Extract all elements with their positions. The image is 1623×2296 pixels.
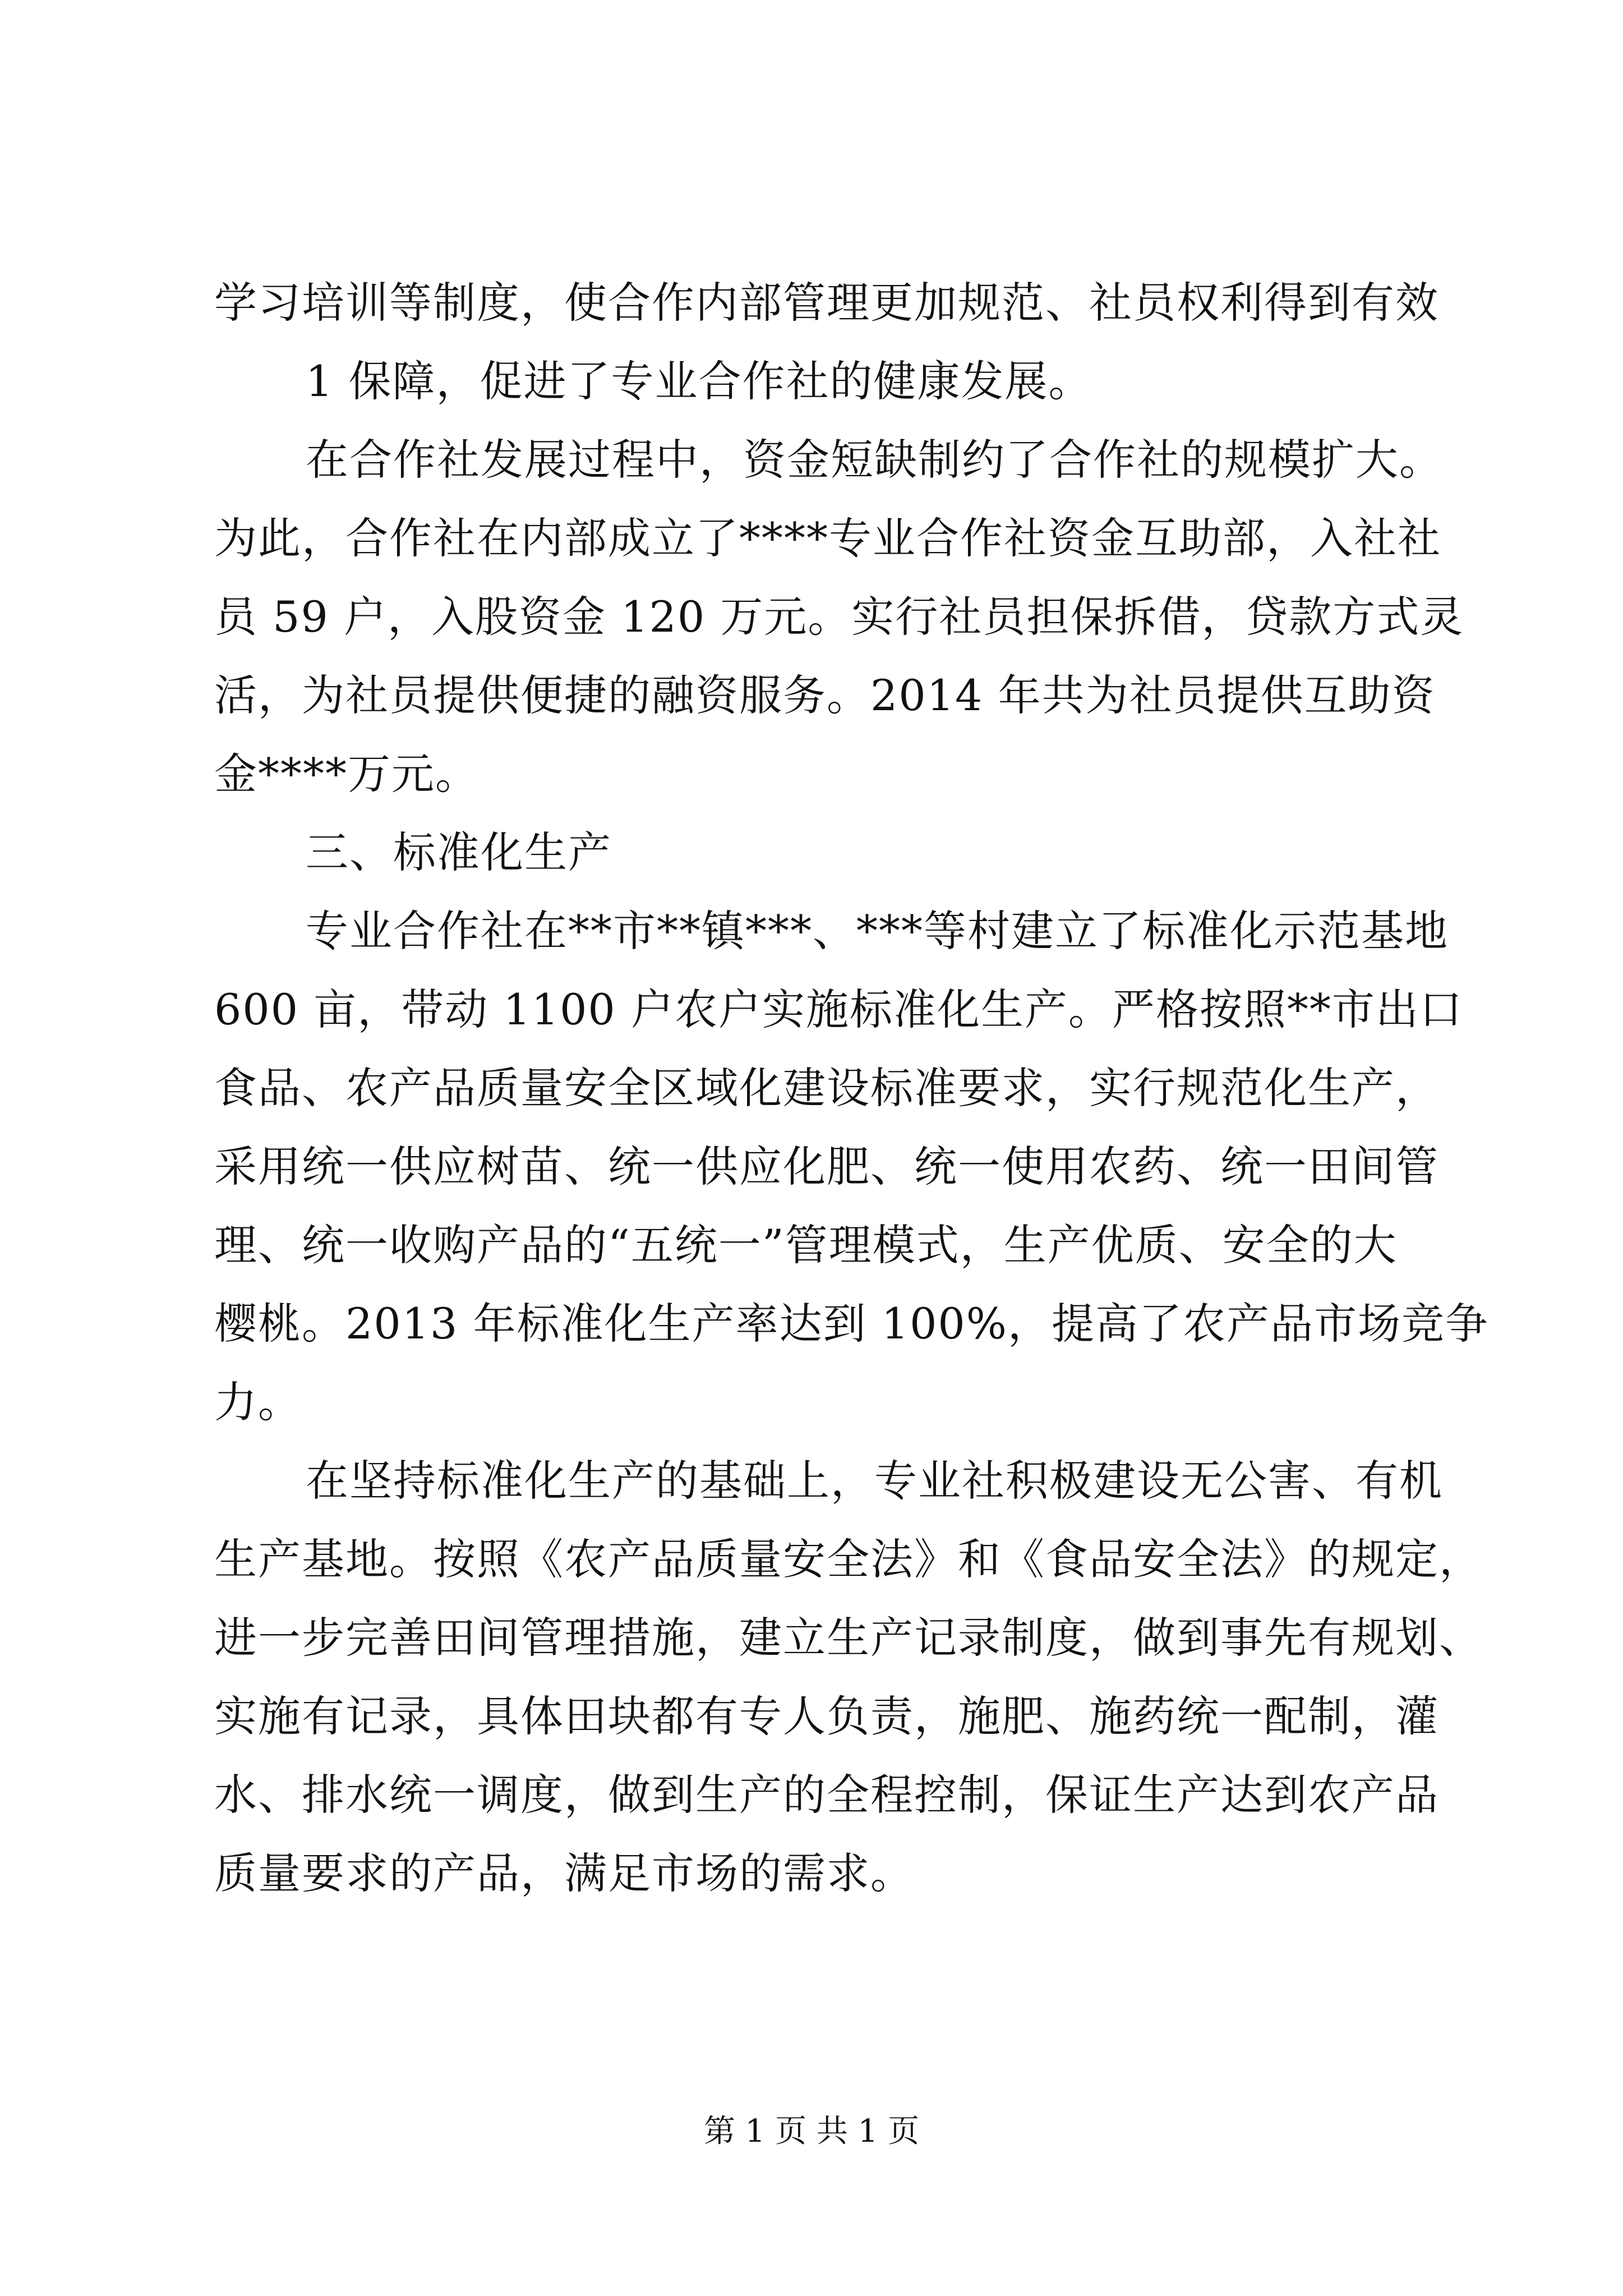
text-line [0,429,1623,491]
line-text: 实施有记录，具体田块都有专人负责，施肥、施药统一配制，灌 [214,1691,1439,1741]
line-text: 三、标准化生产 [306,827,612,877]
text-line [0,1843,1623,1904]
text-line [0,1450,1623,1512]
text-line [0,1136,1623,1198]
text-line [0,351,1623,412]
line-text: 理、统一收购产品的“五统一”管理模式，生产优质、安全的大 [214,1220,1398,1270]
line-text: 力。 [214,1377,302,1427]
text-line [0,1529,1623,1590]
page-footer: 第 1 页 共 1 页 [703,2113,920,2150]
line-text: 樱桃。2013 年标准化生产率达到 100%，提高了农产品市场竞争 [214,1299,1490,1349]
line-text: 专业合作社在**市**镇***、***等村建立了标准化示范基地 [306,906,1449,956]
text-line [0,1607,1623,1669]
text-line [0,1214,1623,1276]
line-text: 活，为社员提供便捷的融资服务。2014 年共为社员提供互助资 [214,670,1436,720]
text-line [0,900,1623,962]
text-line [0,1686,1623,1747]
text-line [0,586,1623,648]
text-line [0,1293,1623,1355]
line-text: 进一步完善田间管理措施，建立生产记录制度，做到事先有规划、 [214,1613,1483,1663]
line-text: 质量要求的产品，满足市场的需求。 [214,1848,914,1898]
text-line [0,1057,1623,1119]
line-text: 金****万元。 [214,749,479,799]
line-text: 水、排水统一调度，做到生产的全程控制，保证生产达到农产品 [214,1770,1439,1820]
line-text: 员 59 户，入股资金 120 万元。实行社员担保拆借，贷款方式灵 [214,592,1464,642]
line-text: 生产基地。按照《农产品质量安全法》和《食品安全法》的规定， [214,1534,1483,1584]
line-text: 采用统一供应树苗、统一供应化肥、统一使用农药、统一田间管 [214,1142,1439,1191]
text-line [0,665,1623,726]
line-text: 学习培训等制度，使合作内部管理更加规范、社员权利得到有效 [214,278,1439,328]
line-text: 在坚持标准化生产的基础上，专业社积极建设无公害、有机 [306,1456,1443,1506]
line-text: 1 保障，促进了专业合作社的健康发展。 [306,356,1092,406]
text-line [0,979,1623,1041]
section-heading [0,822,1623,884]
line-text: 在合作社发展过程中，资金短缺制约了合作社的规模扩大。 [306,435,1443,485]
line-text: 为此，合作社在内部成立了****专业合作社资金互助部，入社社 [214,513,1441,563]
text-line [0,743,1623,805]
line-text: 600 亩，带动 1100 户农户实施标准化生产。严格按照**市出口 [214,984,1463,1034]
text-line [0,1372,1623,1433]
text-line [0,272,1623,334]
text-line [0,1764,1623,1826]
line-text: 食品、农产品质量安全区域化建设标准要求，实行规范化生产， [214,1063,1439,1113]
text-line [0,508,1623,569]
